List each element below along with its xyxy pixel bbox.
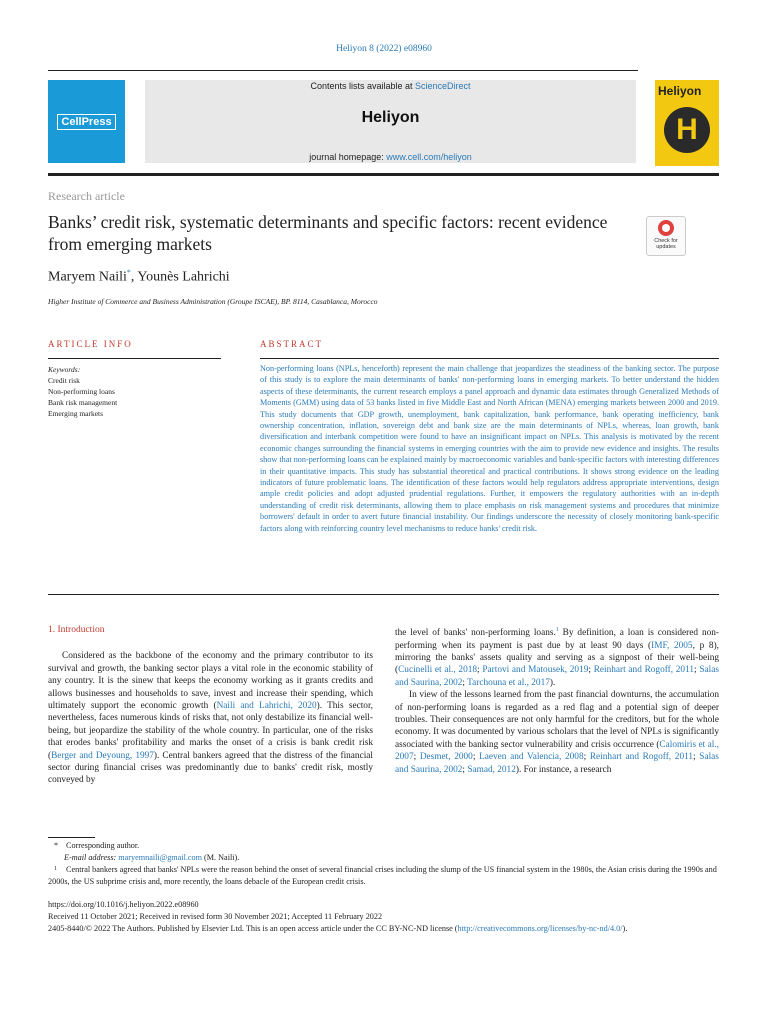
- citation-link[interactable]: Salas and Saurina, 2002: [395, 665, 719, 688]
- license-link[interactable]: http://creativecommons.org/licenses/by-nc-nd/4.0/: [457, 924, 623, 933]
- cellpress-logo[interactable]: [48, 80, 125, 163]
- keywords-label: Keywords:: [48, 365, 81, 374]
- check-updates-label: Check for updates: [654, 238, 678, 250]
- body-paragraph: Considered as the backbone of the economy and the primary contributor to its survival and growth, the banking sector plays a vital role in the economic stability of any country. It is the sinew that keeps the economy working as it grants credits and allows businesses and households to save, invest and increase their spending, which ultimately support the economic growth (Naili and Lahrichi, 2020). This sector, nevertheless, faces numerous kinds of risks that, not only destabilize its financial well-being, but jeopardize the stability of the whole country. In particular, one of the risks that erodes banks' profitability and marks the onset of a crisis is bank credit risk (Berger and Deyoung, 1997). Central bankers agreed that the distress of the financial sector during financial crises was predominantly due to banks' credit risk, mostly conveyed by: [48, 651, 373, 786]
- sciencedirect-link[interactable]: ScienceDirect: [415, 81, 471, 91]
- citation-link[interactable]: Berger and Deyoung, 1997: [51, 750, 154, 761]
- citation-link[interactable]: Naili and Lahrichi, 2020: [216, 701, 317, 712]
- journal-reference[interactable]: Heliyon 8 (2022) e08960: [336, 44, 432, 54]
- body-column-left: [48, 624, 373, 787]
- section-rule: [48, 594, 719, 595]
- check-for-updates-button[interactable]: [646, 216, 686, 256]
- abstract-heading: ABSTRACT: [260, 339, 324, 349]
- article-title: Banks’ credit risk, systematic determinants and specific factors: recent evidence from emerging markets: [48, 212, 608, 254]
- journal-homepage: journal homepage: www.cell.com/heliyon: [309, 152, 472, 162]
- citation-link[interactable]: Desmet, 2000: [419, 752, 473, 763]
- keyword: Non-performing loans: [48, 387, 115, 396]
- email-link[interactable]: maryemnaili@gmail.com: [118, 853, 202, 862]
- citation-link[interactable]: Calomiris et al., 2007: [395, 739, 719, 763]
- citation-link[interactable]: Cucinelli et al., 2018: [398, 665, 478, 676]
- author-name: Maryem Naili: [48, 269, 127, 285]
- footnote-email: E-mail address: maryemnaili@gmail.com (M. Naili).: [64, 853, 240, 862]
- article-info-rule: [48, 358, 221, 359]
- citation-link[interactable]: Salas and Saurina, 2002: [395, 752, 719, 775]
- citation-link[interactable]: Reinhart and Rogoff, 2011: [593, 665, 695, 676]
- author-name: Younès Lahrichi: [137, 269, 230, 285]
- citation-link[interactable]: Laeven and Valencia, 2008: [479, 752, 584, 763]
- abstract-rule: [260, 358, 719, 359]
- body-paragraph: In view of the lessons learned from the past financial downturns, the accumulation of non-performing loans is regarded as a red flag and a potential sign of deeper troubles. Their consequences are not only harmful for the creditors, but for the whole economy. It was documented by various scholars that the level of NPLs is significantly associated with the banking sector vulnerability and crisis occurrence (Calomiris et al., 2007; Desmet, 2000; Laeven and Valencia, 2008; Reinhart and Rogoff, 2011; Salas and Saurina, 2002; Samad, 2012). For instance, a research: [395, 690, 719, 775]
- journal-name: Heliyon: [361, 109, 420, 126]
- article-info-heading: ARTICLE INFO: [48, 339, 133, 349]
- footnote-corresponding: * Corresponding author.: [54, 841, 140, 850]
- abstract-text: Non-performing loans (NPLs, henceforth) represent the main challenge that jeopardizes the steadiness of the banking sector. The purpose of this study is to explore the main determinants of banks' non-performing loans in emerging markets. To better understand the hidden aspects of these determinants, the current research employs a panel approach and dynamic data estimates through Generalized Methods of Moments (GMM) using data of 53 banks listed in five Middle East and North African (MENA) emerging markets between 2000 and 2019. This study documents that GDP growth, unemployment, bank capitalization, bank performance, bank operating inefficiency, bank ownership concentration, inflation, sovereign debt and bank size are the main determinants of NPLs, whereas, loan growth, bank diversification and interbank competition were found to have an insignificant impact on NPLs. This analysis is motivated by the recent economic changes surrounding the financial systems in emerging countries with the aim to provide new evidence and insights. The results show that non-performing loans can be explained mainly by macroeconomic variables and bank-specific factors with interesting differences in their quantitative impacts. This study has substantial theoretical and practical contributions. It shows strong evidence on the leading indicators of future problematic loans. The identification of these factors would help regulators address appropriate interventions, design ample credit policies and adopt adjusted prudential regulations. Further, it empowers the regulatory authorities with an in-depth understanding of credit risk determinants, allowing them to place emphasis on risk management systems and procedures that minimize borrowers' default in order to avert future financial instability. Our findings underscore the necessity of closely monitoring bank-specific factors along with reinforcing country level mechanisms to reduce banks' credit risk.: [260, 364, 719, 533]
- author-list: Maryem Naili*, Younès Lahrichi: [48, 268, 230, 285]
- cellpress-logo-text: CellPress: [57, 114, 115, 130]
- keyword: Bank risk management: [48, 398, 118, 407]
- keyword: Emerging markets: [48, 409, 104, 418]
- corresponding-mark[interactable]: *: [126, 268, 131, 277]
- masthead-rule: [48, 173, 719, 176]
- journal-banner: [145, 80, 636, 163]
- section-heading-introduction: 1. Introduction: [48, 625, 105, 635]
- doi-link[interactable]: https://doi.org/10.1016/j.heliyon.2022.e08960: [48, 900, 199, 909]
- footnote-mark[interactable]: 1: [555, 627, 559, 633]
- cover-h-logo: H: [664, 107, 710, 153]
- citation-link[interactable]: Reinhart and Rogoff, 2011: [589, 752, 694, 763]
- header-rule: [48, 70, 638, 71]
- body-column-right: [395, 624, 719, 776]
- citation-link[interactable]: Partovi and Matousek, 2019: [482, 665, 589, 676]
- contents-available: Contents lists available at ScienceDirect: [310, 81, 471, 91]
- footnote-1: 1 Central bankers agreed that banks' NPLs were the reason behind the onset of several financial crises including the slump of the US financial system in the 1980s, the Asian crisis during the 1990s and 2000s, the US subprime crisis and, more recently, the loans debacle of the European credit crisis.: [48, 865, 717, 886]
- journal-cover[interactable]: [655, 80, 719, 166]
- article-dates: Received 11 October 2021; Received in revised form 30 November 2021; Accepted 11 February 2022: [48, 912, 383, 921]
- check-updates-icon: [658, 220, 674, 236]
- keyword: Credit risk: [48, 376, 80, 385]
- affiliation: Higher Institute of Commerce and Business Administration (Groupe ISCAE), BP. 8114, Casablanca, Morocco: [48, 297, 378, 306]
- cover-title: Heliyon: [658, 84, 702, 98]
- footnote-rule: [48, 837, 95, 838]
- article-type: Research article: [48, 189, 125, 203]
- citation-link[interactable]: Samad, 2012: [467, 764, 516, 775]
- citation-link[interactable]: Tarchouna et al., 2017: [467, 677, 550, 688]
- citation-link[interactable]: IMF, 2005: [651, 640, 693, 651]
- body-paragraph: the level of banks' non-performing loans.$^1$ By definition, a loan is considered non-performing when its payment is past due by at least 90 days (IMF, 2005, p 8), mirroring the banks' assets quality and serving as a signpost of their well-being (Cucinelli et al., 2018; Partovi and Matousek, 2019; Reinhart and Rogoff, 2011; Salas and Saurina, 2002; Tarchouna et al., 2017).: [395, 627, 719, 688]
- license-statement: 2405-8440/© 2022 The Authors. Published by Elsevier Ltd. This is an open access article under the CC BY-NC-ND license (http://creativecommons.org/licenses/by-nc-nd/4.0/).: [48, 924, 628, 933]
- homepage-link[interactable]: www.cell.com/heliyon: [386, 152, 472, 162]
- keywords-block: [48, 364, 117, 419]
